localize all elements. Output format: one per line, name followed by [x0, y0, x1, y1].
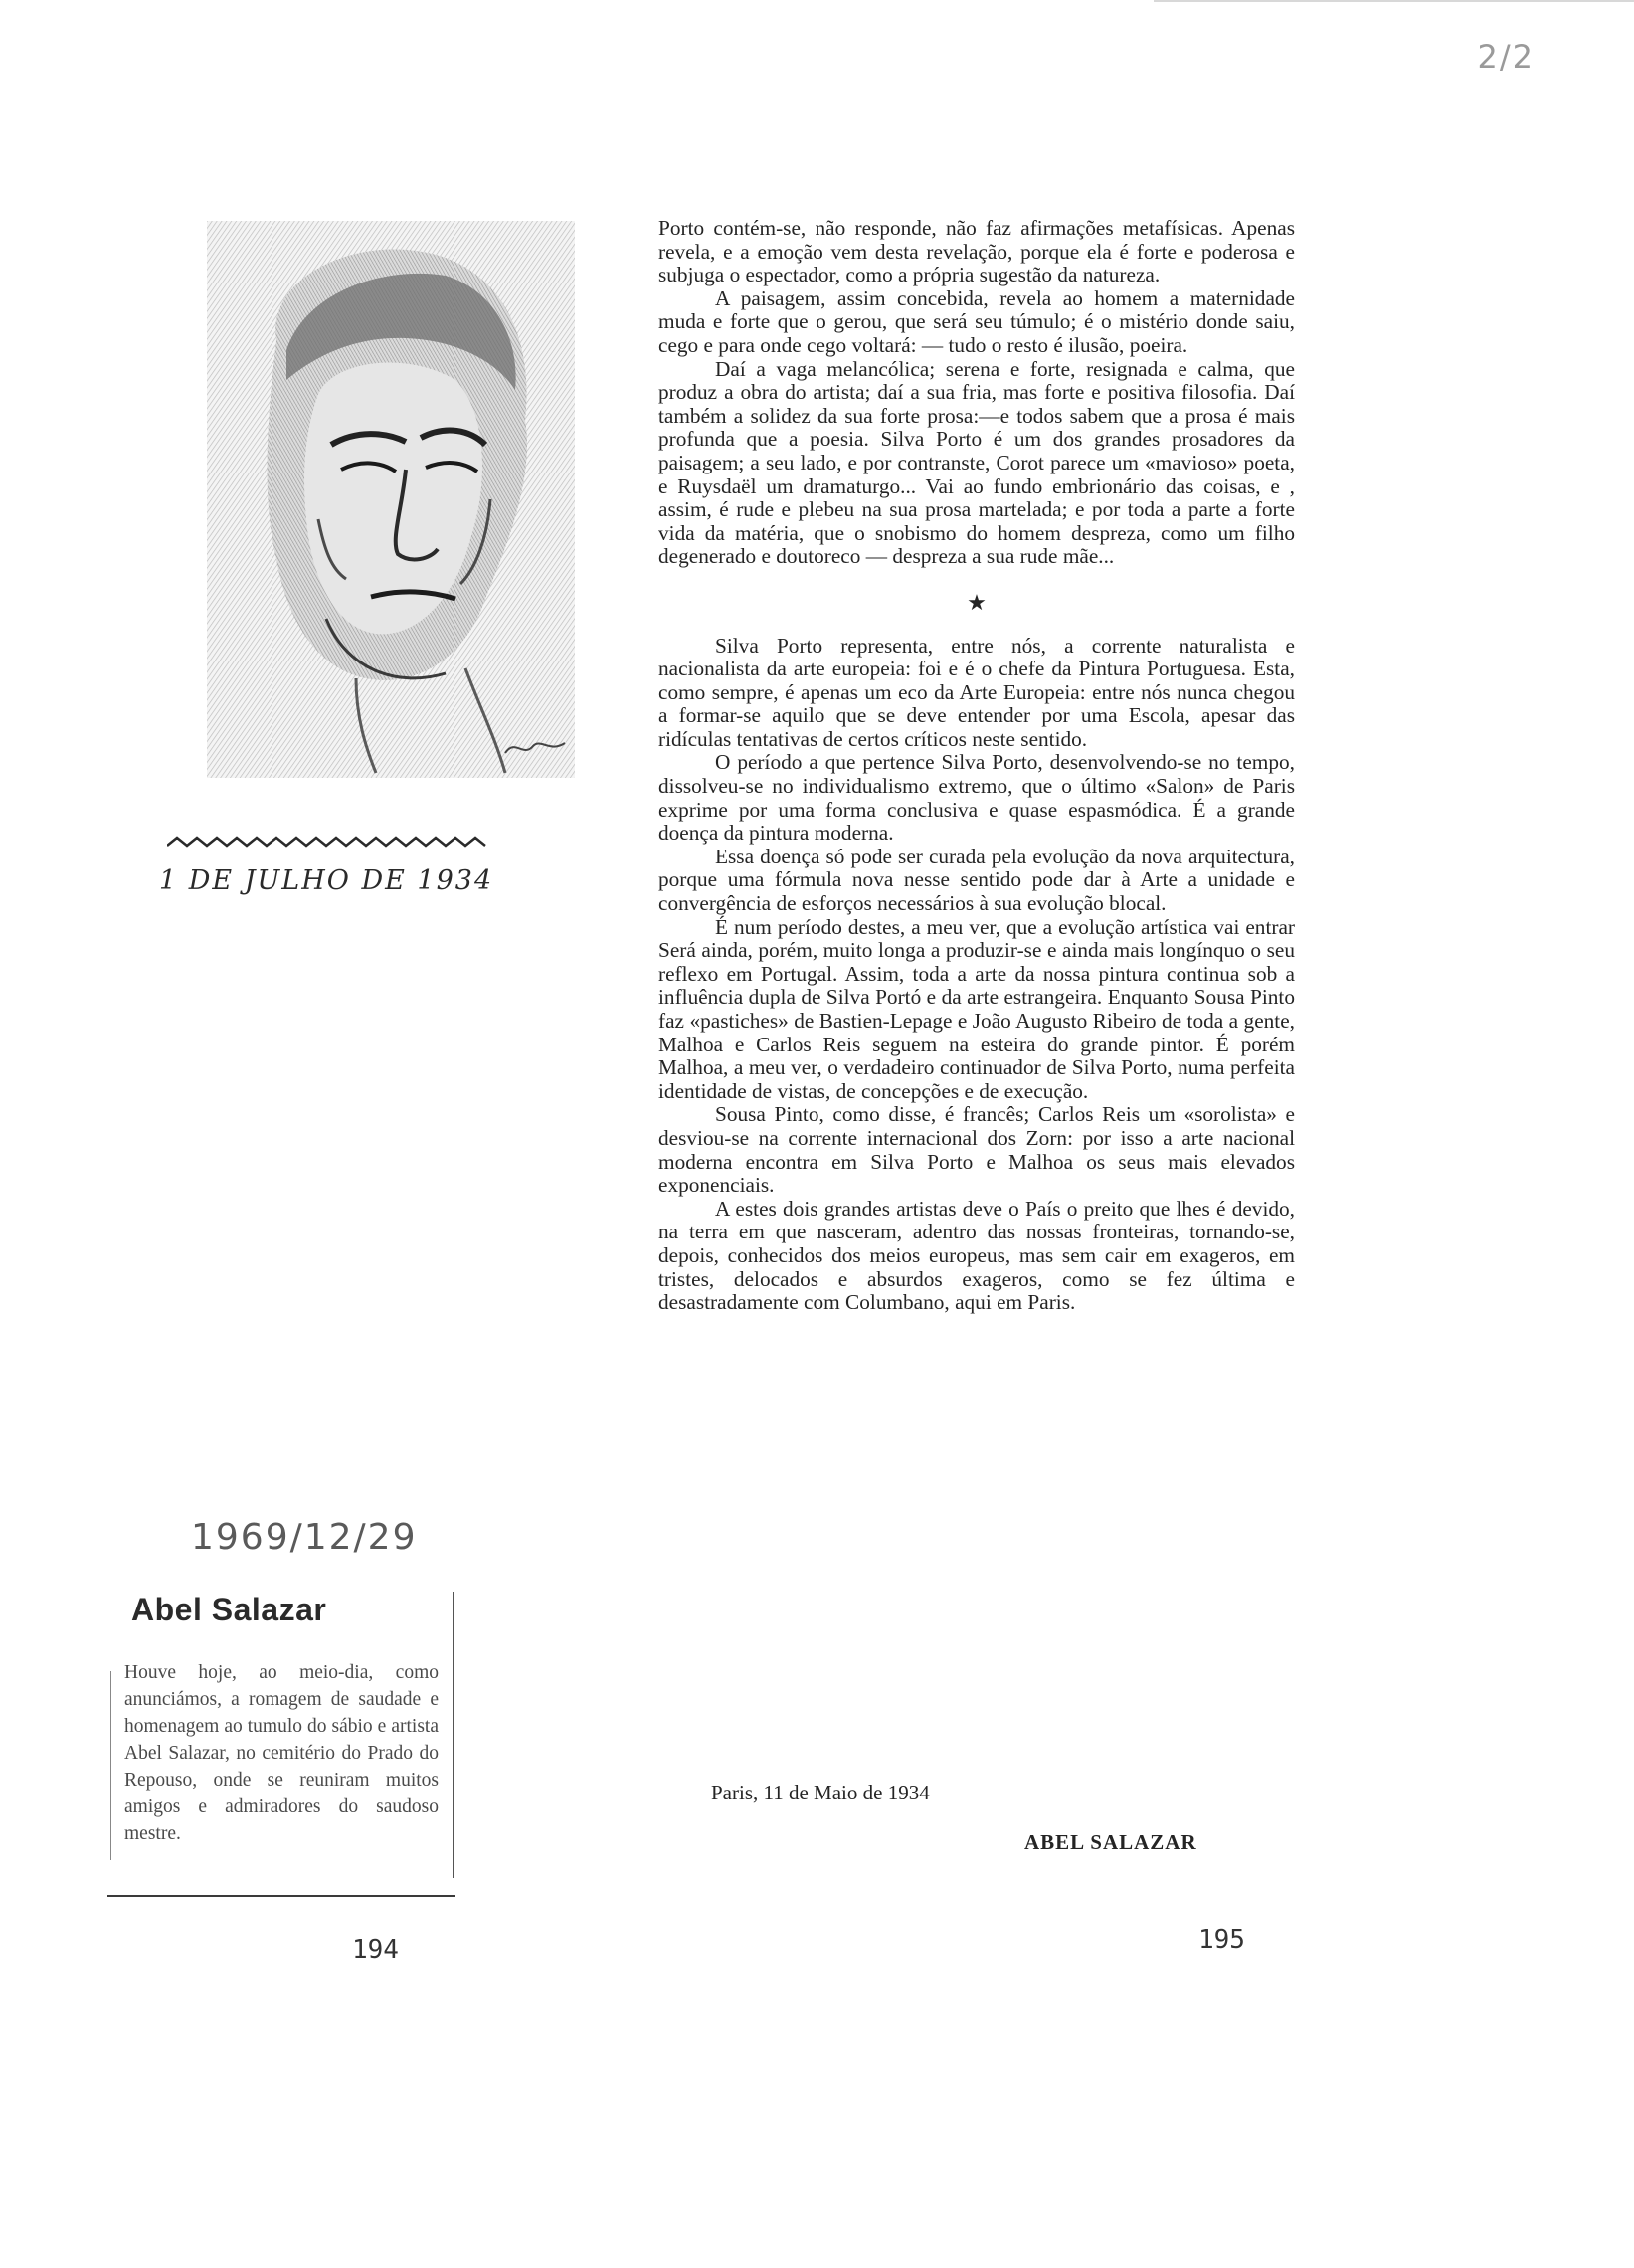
clipping-title: Abel Salazar [131, 1592, 327, 1627]
clipping-left-border [110, 1671, 111, 1860]
article-paragraph: Porto contém-se, não responde, não faz afirmações metafísicas. Apenas revela, e a emoção vem desta revelação, porque ela é forte e poderosa e subjuga o espectador, como a própria sugestão da natureza. [658, 216, 1295, 287]
photo-date-caption: 1 DE JULHO DE 1934 [159, 865, 494, 896]
archive-date-stamp: 1969/12/29 [191, 1517, 418, 1558]
article-paragraph: A estes dois grandes artistas deve o País o preito que lhes é devido, na terra em que nasceram, adentro das nossas fronteiras, tornando-se, depois, conhecidos dos meios europeus, mas sem cair em exageros, em tristes, delocados e absurdos exageros, como se fez última e desastradamente com Columbano, aqui em Paris. [658, 1196, 1295, 1315]
article-paragraph: O período a que pertence Silva Porto, desenvolvendo-se no tempo, dissolveu-se no individualismo extremo, que o último «Salon» de Paris exprime por uma forma conclusiva e quase espasmódica. É a grande doença da pintura moderna. [658, 750, 1295, 846]
clipping-right-border [453, 1592, 454, 1878]
section-separator-star: ★ [967, 589, 987, 615]
article-paragraph: É num período destes, a meu ver, que a evolução artística vai entrar Será ainda, porém, muito longa a produzir-se e ainda mais longínquo o seu reflexo em Portugal. Assim, toda a arte da nossa pintura continua sob a influência dupla de Silva Portó e da arte estrangeira. Enquanto Sousa Pinto faz «pastiches» de Bastien-Lepage e João Augusto Ribeiro de toda a gente, Malhoa e Carlos Reis seguem na esteira do grande pintor. É porém Malhoa, a meu ver, o verdadeiro continuador de Silva Porto, numa perfeita identidade de vistas, de concepções e de execução. [658, 914, 1295, 1103]
top-edge-line [1154, 0, 1634, 2]
article-paragraph: Essa doença só pode ser curada pela evolução da nova arquitectura, porque uma fórmula nova nesse sentido pode dar à Arte a unidade e convergência de esforços necessários à sua evolução blocal. [658, 844, 1295, 916]
decorative-wavy-line [167, 834, 495, 857]
clipping-body: Houve hoje, ao meio-dia, como anunciámos, a romagem de saudade e homenagem ao tumulo do sábio e artista Abel Salazar, no cemitério do Prado do Repouso, onde se reuniram muitos amigos e admiradores do saudoso mestre. [124, 1662, 439, 1844]
article-paragraph: A paisagem, assim concebida, revela ao homem a maternidade muda e forte que o gerou, que será seu túmulo; é o mistério donde saiu, cego e para onde cego voltará: — tudo o resto é ilusão, poeira. [658, 285, 1295, 357]
sheet-number: 2/2 [1477, 38, 1535, 76]
article-place-date: Paris, 11 de Maio de 1934 [711, 1781, 930, 1804]
article-paragraph: Daí a vaga melancólica; serena e forte, resignada e calma, que produz a obra do artista; daí a sua fria, mas forte e positiva filosofia. Daí também a solidez da sua forte prosa:—e todos sabem que a prosa é mais profunda que a poesia. Silva Porto é um dos grandes prosadores da paisagem; a seu lado, e por contranste, Corot parece um «mavioso» poeta, e Ruysdaël um dramaturgo... Vai ao fundo embrionário das coisas, e , assim, é rude e plebeu na sua prosa martelada; e por toda a parte a forte vida da matéria, que o snobismo do homem despreza, como um filho degenerado e doutoreco — despreza a sua rude mãe... [658, 356, 1295, 569]
page-number-right: 195 [1198, 1925, 1245, 1955]
article-paragraph: Sousa Pinto, como disse, é francês; Carlos Reis um «sorolista» e desviou-se na corrente internacional dos Zorn: por isso a arte nacional moderna encontra em Silva Porto e Malhoa os seus mais elevados exponenciais. [658, 1102, 1295, 1198]
article-body [658, 217, 1295, 1315]
page-number-left: 194 [352, 1935, 399, 1965]
article-author-signature: ABEL SALAZAR [1024, 1830, 1197, 1854]
clipping-bottom-rule [107, 1895, 455, 1897]
portrait-drawing [207, 221, 575, 778]
article-paragraph: Silva Porto representa, entre nós, a corrente naturalista e nacionalista da arte europeia: foi e é o chefe da Pintura Portuguesa. Esta, como sempre, é apenas um eco da Arte Europeia: entre nós nunca chegou a formar-se aquilo que se deve entender por uma Escola, apesar das ridículas tentativas de certos críticos neste sentido. [658, 633, 1295, 751]
